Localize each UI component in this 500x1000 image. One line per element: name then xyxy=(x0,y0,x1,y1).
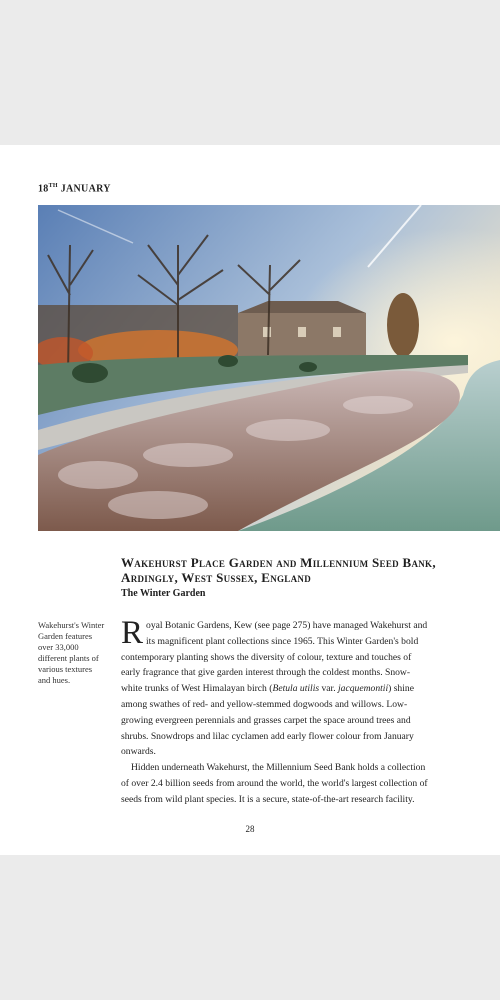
paragraph-2: Hidden underneath Wakehurst, the Millennium Seed Bank holds a collection of over 2.4 billion seeds from around the world, the world's largest collection of seeds from wild plant species. It is a secure, state-of-the-art research facility. xyxy=(121,762,428,805)
latin-name-variety: jacquemontii xyxy=(338,683,389,695)
paragraph-1-text-a: oyal Botanic Gardens, Kew (see page 275) have managed Wakehurst and its magnificent plant collections since 1965. This Winter Garden's bold contemporary planting shows the diversity of colour, texture and touches of early fragrance that give garden interest through the coldest months. Snow-white trunks of West Himalayan birch ( xyxy=(121,620,428,695)
article-title: Wakehurst Place Garden and Millennium Seed Bank, Ardingly, West Sussex, England xyxy=(121,555,436,585)
drop-cap: R xyxy=(121,615,144,651)
date-suffix: TH xyxy=(48,183,58,189)
paragraph-1 xyxy=(121,615,429,760)
article-body xyxy=(121,615,429,808)
article-subtitle: The Winter Garden xyxy=(121,588,206,599)
winter-garden-photo xyxy=(38,205,500,531)
paragraph-1-text-b: var. xyxy=(319,683,339,695)
page-number: 28 xyxy=(245,824,255,834)
latin-name: Betula utilis xyxy=(272,683,320,695)
paragraph-1-text-c: ) shine among swathes of red- and yellow-stemmed dogwoods and willows. Low-growing evergreen perennials and grasses carpet the space around trees and shrubs. Snowdrops and lilac cyclamen add early flower colour from January onwards. xyxy=(121,683,414,758)
date-month: JANUARY xyxy=(60,183,111,195)
photo-caption: Wakehurst's Winter Garden features over 33,000 different plants of various textures and hues. xyxy=(38,620,105,685)
date-day: 18 xyxy=(38,183,49,195)
date-heading xyxy=(38,183,111,194)
book-page xyxy=(0,145,500,855)
